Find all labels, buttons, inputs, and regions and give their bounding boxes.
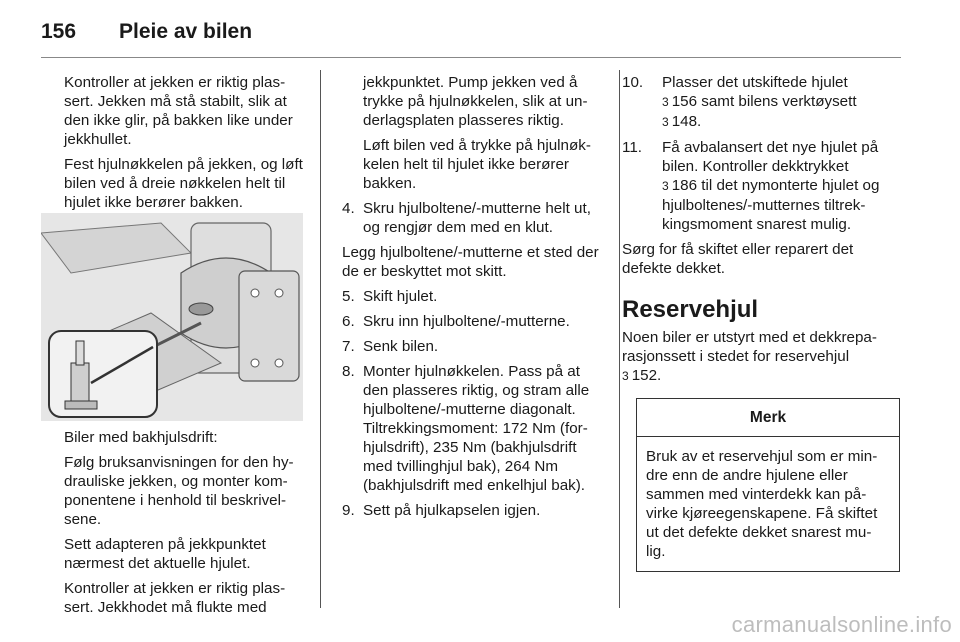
step-number: 11. bbox=[622, 139, 642, 156]
step-subtext: Legg hjulboltene/-mutterne et sted der de er beskyttet mot skitt. bbox=[342, 244, 599, 280]
paragraph: jekkpunktet. Pump jekken ved å trykke på hjulnøkkelen, slik at un-derlagsplaten plasseres riktig. bbox=[363, 74, 588, 129]
list-item bbox=[342, 362, 604, 495]
step-number: 10. bbox=[622, 74, 644, 91]
step-number: 9. bbox=[342, 502, 355, 519]
paragraph: Sett adapteren på jekkpunktet nærmest det aktuelle hjulet. bbox=[64, 536, 266, 572]
column-divider bbox=[320, 70, 321, 608]
step-number: 4. bbox=[342, 200, 355, 217]
step-text-part: Plasser det utskiftede hjulet bbox=[662, 74, 848, 91]
column-1 bbox=[64, 73, 304, 218]
column-1-continued bbox=[64, 428, 304, 623]
step-text: Monter hjulnøkkelen. Pass på at den plasseres riktig, og stram alle hjulboltene/-mutterne diagonalt. Tiltrekkingsmoment: 172 Nm (for-hjulsdrift), 235 Nm (bakhjulsdrift med tvillinghjul bak), 264 Nm (bakhjulsdrift med enkelhjul bak). bbox=[363, 363, 590, 494]
watermark: carmanualsonline.info bbox=[731, 612, 952, 637]
step-text: Skru inn hjulboltene/-mutterne. bbox=[363, 313, 570, 330]
page-header bbox=[41, 20, 252, 50]
step-text bbox=[662, 73, 904, 132]
arrow-ref-icon: 3 bbox=[662, 115, 669, 129]
paragraph: Løft bilen ved å trykke på hjulnøk-kelen helt til hjulet ikke berører bakken. bbox=[363, 137, 591, 192]
column-3 bbox=[622, 73, 904, 572]
step-text: Sett på hjulkapselen igjen. bbox=[363, 502, 541, 519]
ref-page: 148. bbox=[671, 113, 702, 130]
arrow-ref-icon: 3 bbox=[622, 369, 629, 383]
list-item bbox=[342, 501, 604, 520]
page-reference[interactable] bbox=[662, 177, 697, 194]
step-number: 8. bbox=[342, 363, 355, 380]
page-reference[interactable] bbox=[622, 367, 661, 384]
step-text: Skru hjulboltene/-mutterne helt ut, og rengjør dem med en klut. bbox=[363, 200, 591, 236]
arrow-ref-icon: 3 bbox=[662, 179, 669, 193]
step-number: 7. bbox=[342, 338, 355, 355]
step-number: 5. bbox=[342, 288, 355, 305]
jack-illustration bbox=[41, 213, 303, 421]
header-divider bbox=[41, 57, 901, 58]
step-text: Skift hjulet. bbox=[363, 288, 438, 305]
list-item bbox=[342, 287, 604, 306]
paragraph: Sørg for få skiftet eller reparert det defekte dekket. bbox=[622, 241, 854, 277]
page-reference[interactable] bbox=[662, 93, 697, 110]
step-text-part: Få avbalansert det nye hjulet på bilen. Kontroller dekktrykket bbox=[662, 139, 879, 175]
page-reference[interactable] bbox=[662, 113, 701, 130]
section-title: Reservehjul bbox=[622, 296, 759, 323]
step-text: Senk bilen. bbox=[363, 338, 439, 355]
page-number: 156 bbox=[41, 20, 77, 43]
ref-page: 152. bbox=[631, 367, 662, 384]
paragraph: Kontroller at jekken er riktig plas-sert. Jekkhodet må flukte med bbox=[64, 580, 286, 616]
step-number: 6. bbox=[342, 313, 355, 330]
step-text-part: samt bilens verktøysett bbox=[701, 93, 857, 110]
list-item bbox=[622, 138, 904, 234]
jack-drawing bbox=[41, 213, 303, 421]
section-text: Noen biler er utstyrt med et dekkrepa-rasjonssett i stedet for reservehjul bbox=[622, 329, 877, 365]
column-divider bbox=[619, 70, 620, 608]
list-item bbox=[342, 199, 604, 237]
list-item bbox=[342, 337, 604, 356]
ref-page: 156 bbox=[671, 93, 698, 110]
page-title: Pleie av bilen bbox=[119, 20, 253, 43]
list-item bbox=[622, 73, 904, 132]
note-body: Bruk av et reservehjul som er min-dre enn de andre hjulene eller sammen med vinterdekk kan på-virke kjøreegenskapene. Få skiftet ut det defekte dekket snarest mu-lig. bbox=[646, 448, 878, 560]
paragraph bbox=[622, 328, 904, 386]
note-title: Merk bbox=[637, 399, 899, 437]
step-text bbox=[662, 138, 904, 234]
ref-page: 186 bbox=[671, 177, 698, 194]
paragraph: Følg bruksanvisningen for den hy-drauliske jekken, og monter kom-ponentene i henhold til beskrivel-sene. bbox=[64, 454, 294, 528]
paragraph: Kontroller at jekken er riktig plas-sert. Jekken må stå stabilt, slik at den ikke glir, på bakken like under jekkhullet. bbox=[64, 74, 293, 148]
step-text-part: til det nymonterte hjulet og hjulboltenes/-mutternes tiltrek-kingsmoment snarest mulig. bbox=[662, 177, 880, 233]
paragraph: Fest hjulnøkkelen på jekken, og løft bilen ved å dreie nøkkelen helt til hjulet ikke berører bakken. bbox=[64, 156, 303, 211]
list-item bbox=[342, 312, 604, 331]
paragraph: Biler med bakhjulsdrift: bbox=[64, 429, 218, 446]
note-box bbox=[636, 398, 900, 572]
column-2 bbox=[342, 73, 604, 526]
arrow-ref-icon: 3 bbox=[662, 95, 669, 109]
